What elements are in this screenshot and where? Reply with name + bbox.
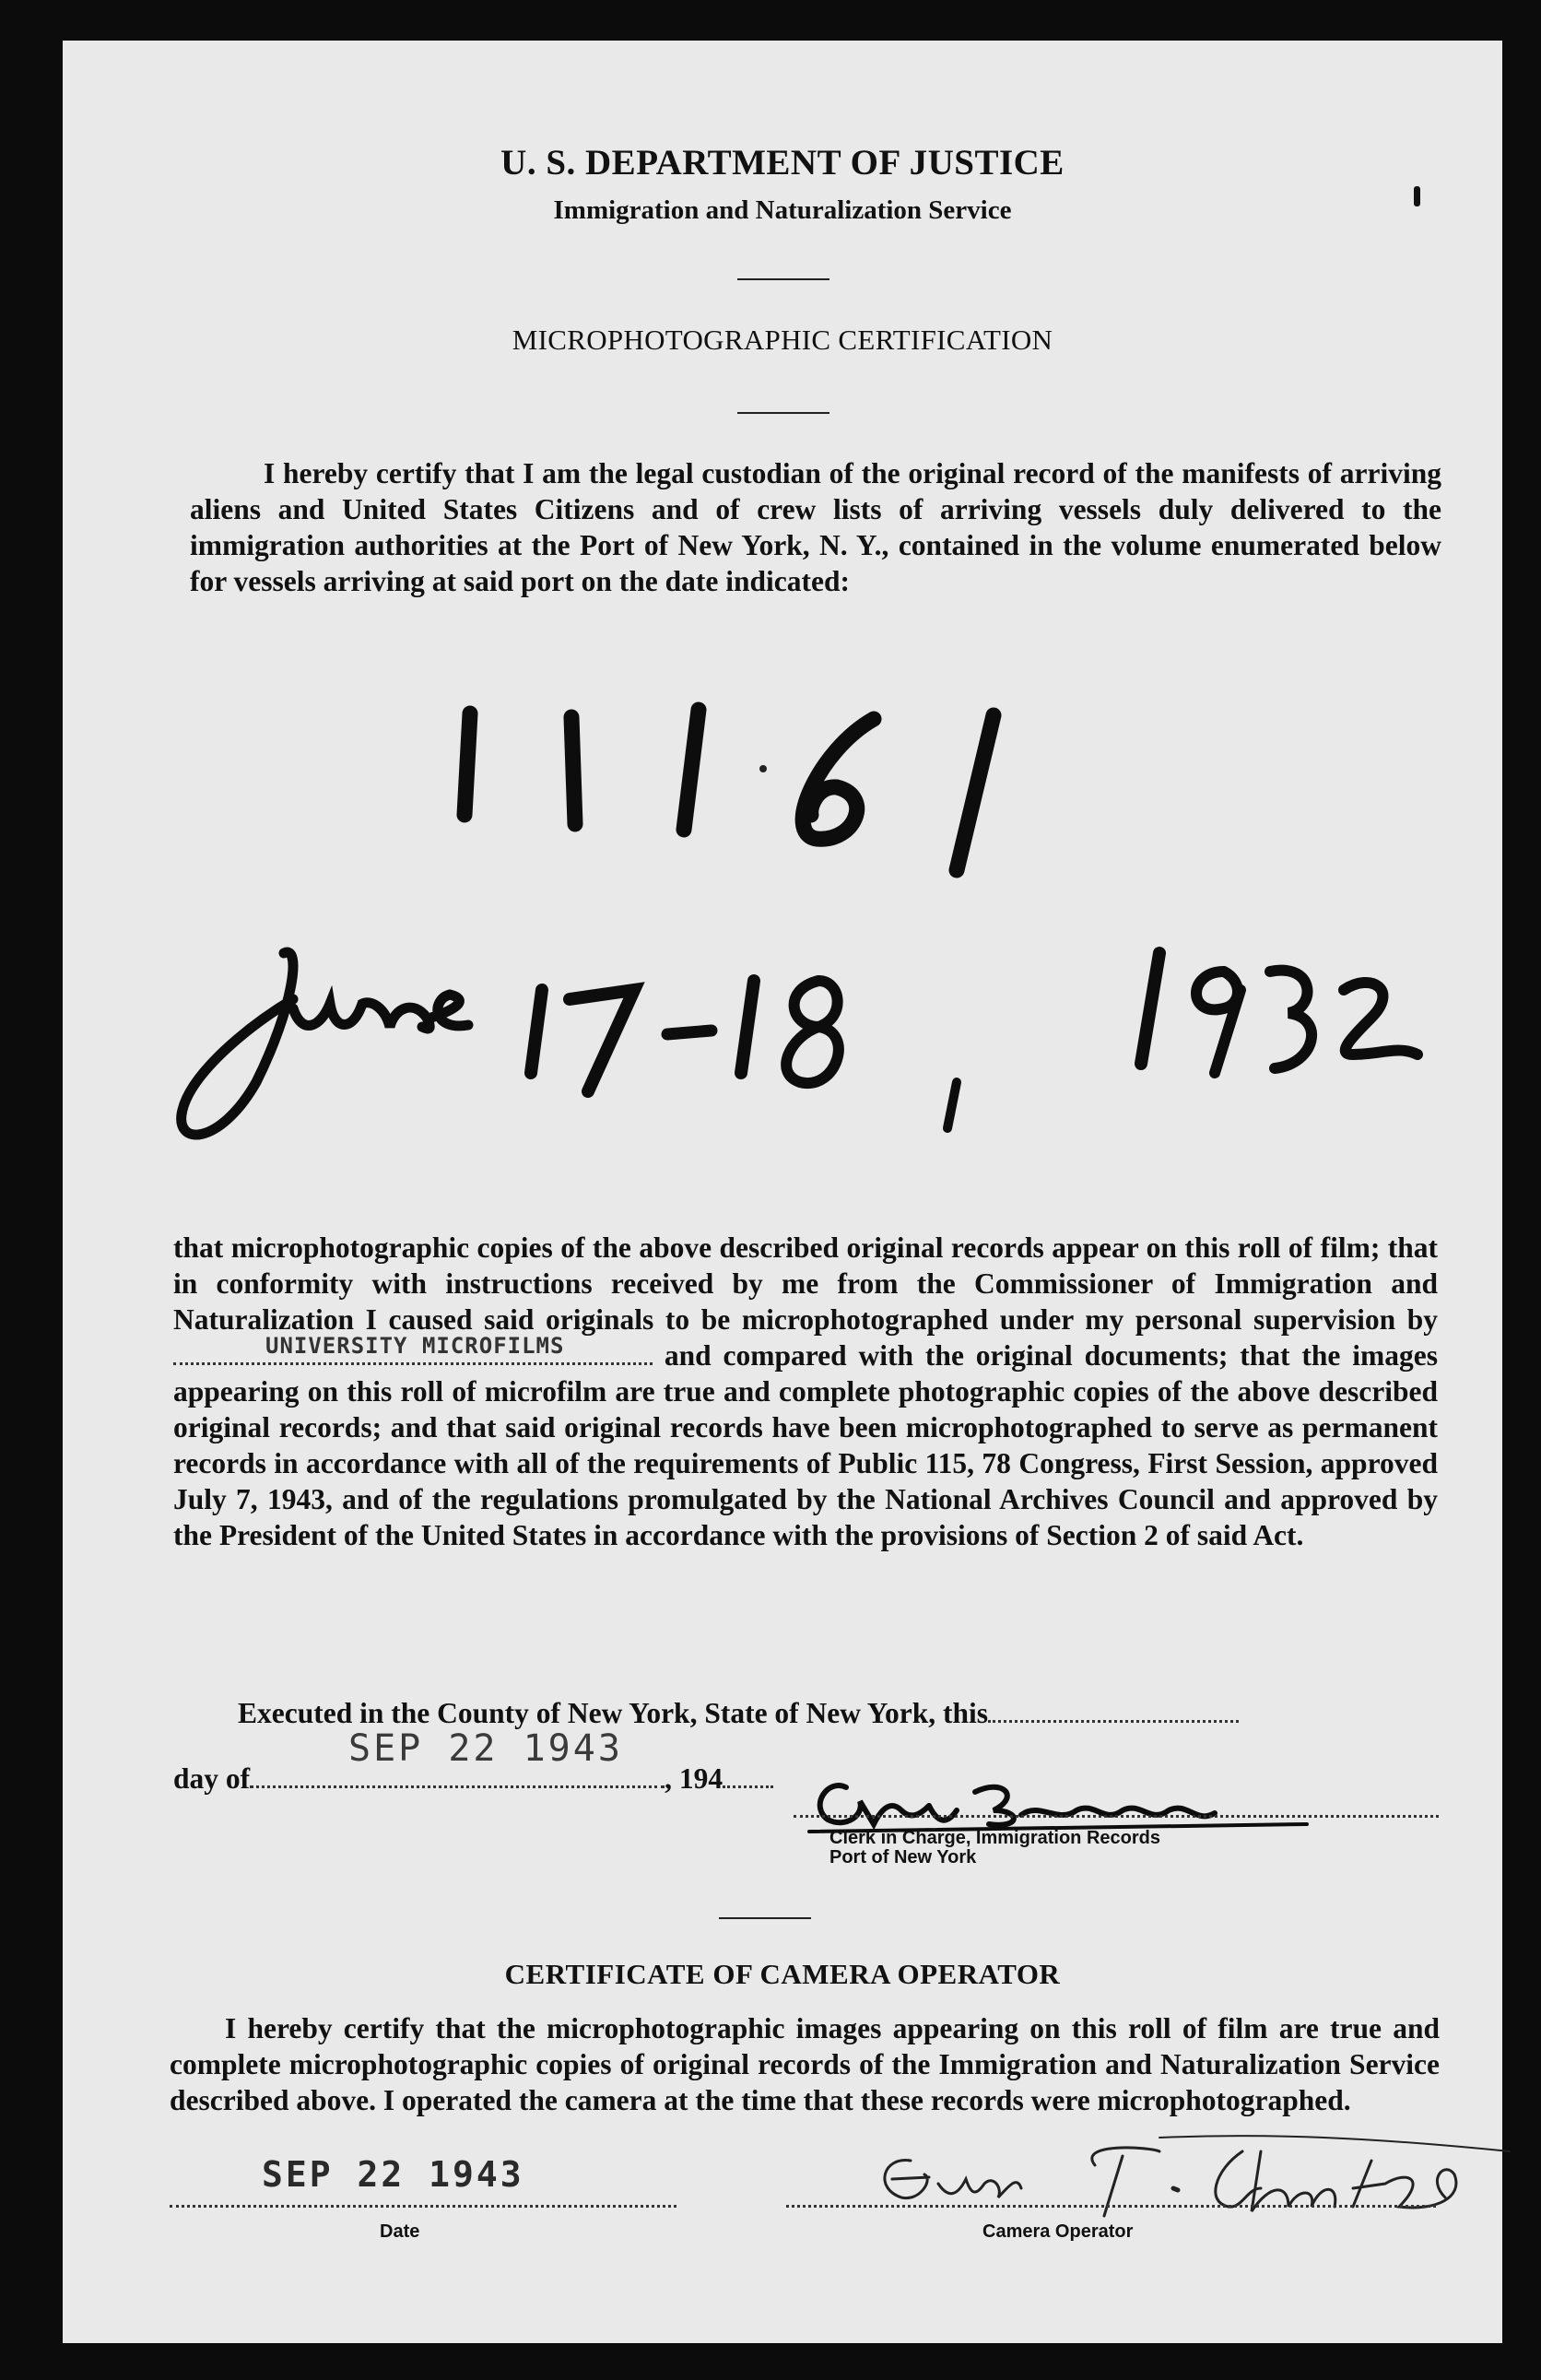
intro-paragraph: I hereby certify that I am the legal custodian of the original record of the manifests of arriving aliens and United States Citizens and of crew lists of arriving vessels duly delivered to the immigration authorities at the Port of New York, N. Y., contained in the volume enumerated below for vessels arriving at said port on the date indicated: [190, 457, 1441, 597]
divider-top [737, 278, 829, 280]
form-title: MICROPHOTOGRAPHIC CERTIFICATION [512, 324, 1053, 356]
photographer-line [173, 1333, 653, 1365]
executed-text: Executed in the County of New York, State of New York, this [238, 1697, 989, 1729]
camera-certificate-heading: CERTIFICATE OF CAMERA OPERATOR [504, 1958, 1061, 1990]
volume-number-drawing [265, 658, 1371, 916]
service-subheading: Immigration and Naturalization Service [553, 195, 1012, 225]
clerk-title-line1: Clerk in Charge, Immigration Records [829, 1828, 1160, 1848]
execution-date-stamp: SEP 22 1943 [348, 1727, 623, 1770]
department-heading: U. S. DEPARTMENT OF JUSTICE [500, 143, 1065, 183]
clerk-signature-line [794, 1815, 1439, 1818]
date-label: Date [380, 2221, 420, 2242]
operator-label: Camera Operator [982, 2221, 1134, 2242]
operator-signature-drawing [855, 2133, 1519, 2225]
photographer-stamp: UNIVERSITY MICROFILMS [265, 1333, 565, 1359]
ink-mark [1414, 186, 1420, 206]
day-of-line [173, 1762, 773, 1796]
date-signature-line [170, 2205, 676, 2208]
volume-number-handwritten [265, 658, 1371, 916]
clerk-title-line2: Port of New York [829, 1847, 977, 1867]
operator-date-stamp: SEP 22 1943 [262, 2154, 524, 2195]
date-handwritten [155, 916, 1500, 1211]
divider-bottom [719, 1917, 811, 1919]
certificate-page [63, 41, 1502, 2343]
day-of-label: day of [173, 1762, 251, 1795]
camera-certificate-text: I hereby certify that the microphotographic images appearing on this roll of film are true and complete microphotographic copies of original records of the Immigration and Naturalization Service described above. I operated the camera at the time that these records were microphotographed. [170, 2012, 1440, 2116]
certification-paragraph [173, 1230, 1438, 1553]
operator-signature [855, 2133, 1519, 2225]
operator-signature-line [786, 2205, 1436, 2208]
certification-text-part2: and compared with the original documents; that the images appearing on this roll of microfilm are true and complete photographic copies of the above described original records; and that said original records have been microphotographed to serve as permanent records in accordance with all of the requirements of Public 115, 78 Congress, First Session, approved July 7, 1943, and of the regulations promulgated by the National Archives Council and approved by the President of the United States in accordance with the provisions of Section 2 of said Act. [173, 1339, 1438, 1551]
year-prefix: , 194 [665, 1762, 723, 1795]
date-drawing [155, 916, 1500, 1211]
executed-day-blank [988, 1720, 1239, 1723]
day-of-blank [250, 1785, 665, 1788]
certification-text-part1: that microphotographic copies of the above described original records appear on this roll of film; that in conformity with instructions received by me from the Commissioner of Immigration and Naturalization I caused said originals to be microphotographed under my personal supervision by [173, 1231, 1438, 1336]
divider-middle [737, 412, 829, 414]
executed-line [238, 1697, 1436, 1730]
year-blank [723, 1785, 773, 1788]
